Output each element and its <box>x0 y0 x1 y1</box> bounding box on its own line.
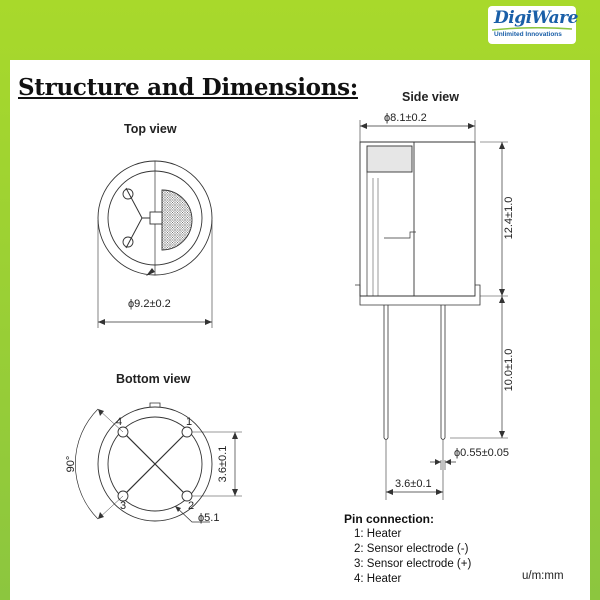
bottom-view-angle: 90° <box>65 455 77 473</box>
logo-tagline: Unlimited Innovations <box>494 31 562 38</box>
top-view-label: Top view <box>124 122 177 136</box>
lead-diameter: ϕ0.55±0.05 <box>454 447 510 459</box>
technical-drawing <box>10 60 590 600</box>
bottom-view-pin-spacing: 3.6±0.1 <box>217 445 229 483</box>
pin-label-3: 3 <box>120 500 127 512</box>
side-view-label: Side view <box>402 90 459 104</box>
diagram-panel <box>10 60 590 600</box>
brand-logo <box>488 6 576 44</box>
logo-name: DigiWare <box>494 8 578 28</box>
pin-connection <box>344 512 471 587</box>
side-view-lead-length: 10.0±1.0 <box>503 348 515 392</box>
pin-label-2: 2 <box>188 500 195 512</box>
bottom-view-pcd: ϕ5.1 <box>198 512 220 524</box>
side-view-height: 12.4±1.0 <box>503 196 515 240</box>
pin-label-1: 1 <box>186 416 193 428</box>
pin-connection-item: 3: Sensor electrode (+) <box>354 558 472 570</box>
top-view-diameter: ϕ9.2±0.2 <box>128 298 171 310</box>
bottom-view-label: Bottom view <box>116 372 191 386</box>
pin-connection-item: 1: Heater <box>354 528 402 540</box>
pin-connection-item: 4: Heater <box>354 573 402 585</box>
pin-connection-heading: Pin connection: <box>344 512 434 526</box>
page-title: Structure and Dimensions: <box>18 74 358 101</box>
side-view-diameter: ϕ8.1±0.2 <box>384 112 427 124</box>
lead-pitch: 3.6±0.1 <box>395 478 432 490</box>
top-band <box>0 0 600 52</box>
pin-connection-item: 2: Sensor electrode (-) <box>354 543 469 555</box>
unit-label: u/m:mm <box>522 570 564 582</box>
pin-label-4: 4 <box>116 416 123 428</box>
side-view-drawing <box>355 120 508 500</box>
